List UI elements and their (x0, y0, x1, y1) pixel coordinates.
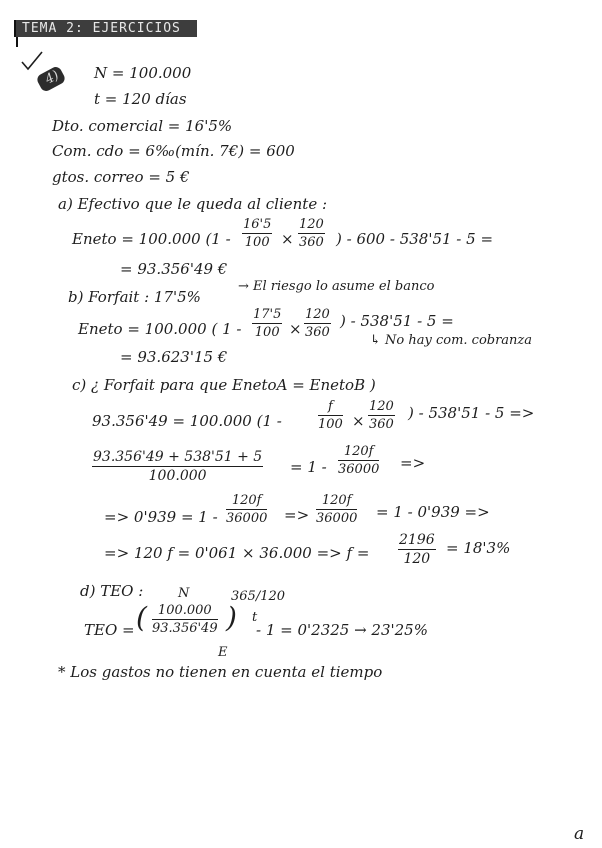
part-c-eq4-b: = 18'3% (446, 539, 511, 557)
part-d-e-label: E (218, 645, 228, 660)
part-b-risk-note: → El riesgo lo asume el banco (238, 279, 435, 294)
fraction-denominator: 93.356'49 (152, 621, 218, 636)
part-d-heading: d) TEO : (80, 582, 144, 600)
given-t: t = 120 días (94, 90, 187, 108)
given-commission: Com. cdo = 6‰(mín. 7€) = 600 (52, 142, 295, 160)
part-a-fraction-2 (298, 218, 325, 249)
part-b-lhs: Eneto = 100.000 ( 1 - (78, 320, 242, 338)
fraction-numerator: 120f (343, 444, 374, 459)
fraction-denominator: 100 (244, 235, 270, 250)
fraction-numerator: f (328, 399, 333, 414)
part-d-rest: - 1 = 0'2325 → 23'25% (256, 621, 428, 639)
given-dto: Dto. comercial = 16'5% (52, 117, 233, 135)
part-a-lhs: Eneto = 100.000 (1 - (72, 230, 231, 248)
fraction-denominator: 36000 (226, 511, 268, 526)
fraction-denominator: 100 (254, 325, 280, 340)
part-b-fraction-1 (252, 308, 282, 339)
part-c-heading: c) ¿ Forfait para que EnetoA = EnetoB ) (72, 376, 376, 394)
part-d-n-label: N (178, 586, 190, 601)
part-a-rest: ) - 600 - 538'51 - 5 = (336, 230, 494, 248)
page-number: a (574, 824, 585, 844)
fraction-numerator: 120 (305, 307, 330, 322)
fraction-numerator: 2196 (399, 532, 435, 548)
page-title (14, 20, 197, 37)
fraction-denominator: 360 (369, 417, 394, 432)
part-c-eq1-fraction-1 (318, 400, 343, 431)
title-margin-mark (16, 37, 18, 47)
part-c-eq3-b: => (284, 506, 310, 524)
page-title-text: TEMA 2: EJERCICIOS (22, 21, 181, 36)
fraction-numerator: 120 (299, 217, 324, 232)
fraction-denominator: 360 (299, 235, 324, 250)
part-a-times: × (281, 230, 294, 248)
fraction-numerator: 93.356'49 + 538'51 + 5 (93, 449, 263, 465)
fraction-numerator: 17'5 (253, 307, 282, 322)
fraction-denominator: 36000 (338, 462, 380, 477)
part-d-paren-close: ) (226, 601, 237, 634)
part-c-eq3-fraction-2 (316, 494, 357, 525)
part-b-fraction-2 (304, 308, 331, 339)
part-c-eq2-mid: = 1 - (290, 458, 327, 476)
part-d-t-label: t (252, 610, 258, 625)
part-d-lhs: TEO = (84, 621, 135, 639)
part-b-no-collection-note: ↳ No hay com. cobranza (370, 333, 533, 348)
footnote: * Los gastos no tienen en cuenta el tiempo (58, 663, 383, 681)
fraction-denominator: 100 (318, 417, 343, 432)
part-d-exponent: 365/120 (231, 589, 286, 604)
part-c-eq4-a: => 120 f = 0'061 × 36.000 => f = (104, 544, 370, 562)
fraction-denominator: 360 (305, 325, 330, 340)
fraction-numerator: 120f (321, 493, 352, 508)
checkmark-icon (20, 50, 46, 72)
part-d-paren-open: ( (136, 601, 147, 634)
given-n: N = 100.000 (94, 64, 192, 82)
part-b-heading: b) Forfait : 17'5% (68, 288, 201, 306)
part-d-fraction (152, 604, 218, 635)
part-c-eq1-times: × (352, 412, 365, 430)
part-b-result: = 93.623'15 € (120, 348, 228, 366)
part-a-heading: a) Efectivo que le queda al cliente : (58, 195, 328, 213)
fraction-numerator: 100.000 (157, 603, 212, 618)
part-c-eq2-fraction-right (338, 445, 379, 476)
part-c-eq4-fraction (398, 533, 436, 566)
part-c-eq1-rest: ) - 538'51 - 5 => (408, 404, 535, 422)
part-c-eq2-fraction-left (92, 450, 263, 483)
given-postage: gtos. correo = 5 € (52, 168, 190, 186)
part-c-eq1-fraction-2 (368, 400, 395, 431)
part-c-eq3-fraction-1 (226, 494, 267, 525)
fraction-denominator: 36000 (316, 511, 358, 526)
fraction-denominator: 120 (403, 551, 431, 567)
fraction-numerator: 16'5 (243, 217, 272, 232)
fraction-numerator: 120f (231, 493, 262, 508)
exercise-number: 4) (42, 68, 62, 88)
fraction-numerator: 120 (369, 399, 394, 414)
part-c-eq1-lhs: 93.356'49 = 100.000 (1 - (92, 412, 282, 430)
part-a-result: = 93.356'49 € (120, 260, 228, 278)
part-a-fraction-1 (242, 218, 272, 249)
fraction-denominator: 100.000 (148, 468, 207, 484)
part-b-rest: ) - 538'51 - 5 = (340, 312, 454, 330)
part-b-times: × (289, 320, 302, 338)
part-c-eq3-a: => 0'939 = 1 - (104, 508, 218, 526)
part-c-eq3-c: = 1 - 0'939 => (376, 503, 490, 521)
part-c-eq2-arrow: => (400, 454, 426, 472)
